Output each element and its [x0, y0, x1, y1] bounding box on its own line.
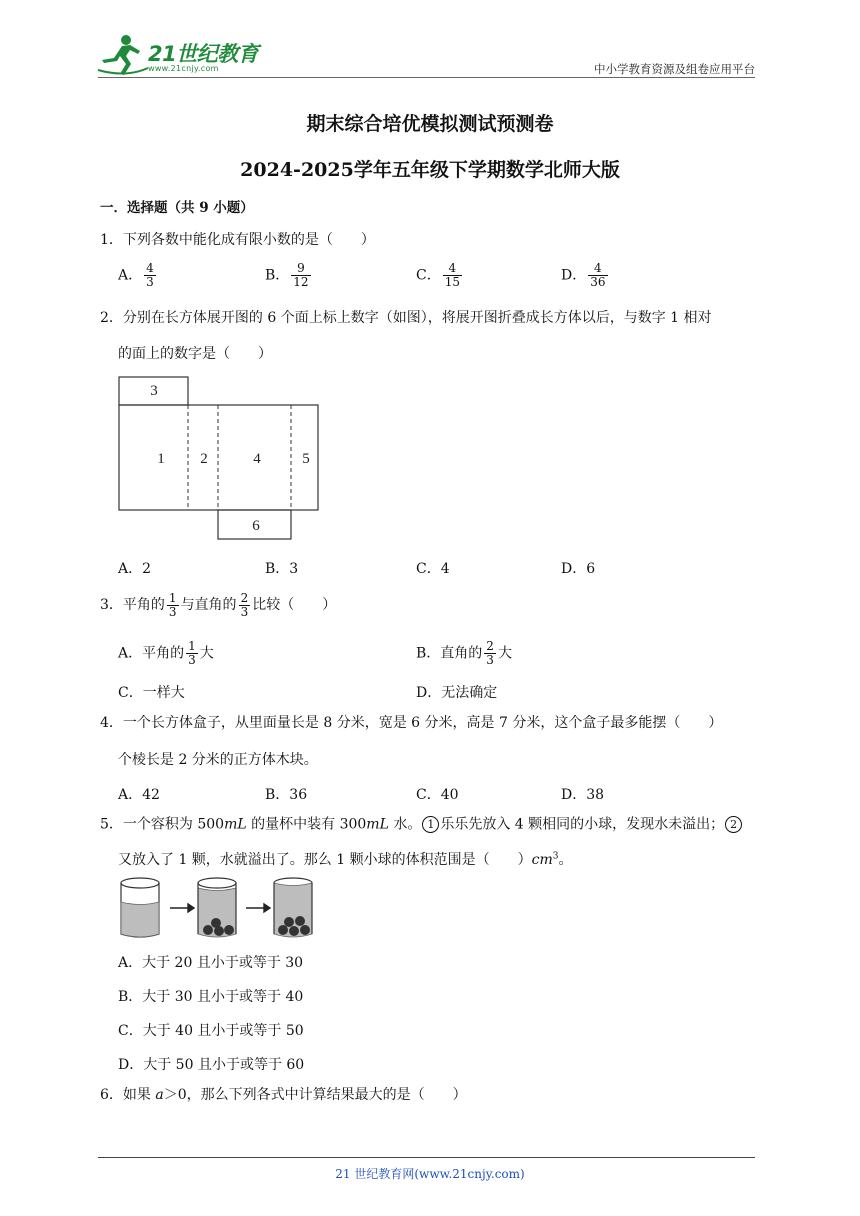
question-1-stem: 1．下列各数中能化成有限小数的是（ ）: [100, 232, 375, 248]
q5-option-d: D．大于 50 且小于或等于 60: [118, 1057, 305, 1073]
q4-option-c: C．40: [416, 787, 459, 803]
net-face-3: 3: [150, 383, 158, 399]
section-heading: 一．选择题（共 9 小题）: [100, 200, 254, 216]
q1-option-d: D． $\frac{4}{36}$: [561, 261, 606, 289]
header-platform-text: 中小学教育资源及组卷应用平台: [594, 62, 755, 76]
q1-option-a: A． $\frac{4}{3}$: [118, 261, 154, 289]
q2-option-a: A．2: [118, 561, 152, 577]
net-face-1: 1: [157, 451, 165, 467]
question-5-stem-line2: 又放入了 1 颗，水就溢出了。那么 1 颗小球的体积范围是（ ）$cm^3$。: [118, 851, 573, 868]
logo-url: www.21cnjy.com: [148, 64, 219, 73]
net-face-2: 2: [200, 451, 208, 467]
net-face-4: 4: [253, 451, 261, 467]
q2-option-d: D．6: [561, 561, 596, 577]
cup-water-only: [121, 878, 159, 937]
q1-option-b: B． $\frac{9}{12}$: [265, 261, 309, 289]
q4-option-b: B．36: [265, 787, 308, 803]
footer-text[interactable]: 21 世纪教育网(www.21cnjy.com): [335, 1167, 525, 1181]
cup-with-five-balls: [274, 878, 312, 937]
q4-option-d: D．38: [561, 787, 605, 803]
q2-option-c: C．4: [416, 561, 450, 577]
circled-number-2: 2: [725, 816, 742, 833]
question-5-stem-line1: 5．一个容积为 500mL 的量杯中装有 300mL 水。 1 乐乐先放入 4 颗相同的小球，发现水未溢出； 2: [100, 816, 743, 833]
question-2-stem-line1: 2．分别在长方体展开图的 6 个面上标上数字（如图），将展开图折叠成长方体以后，与数字 1 相对: [100, 310, 712, 326]
question-2-stem-line2: 的面上的数字是（ ）: [118, 346, 272, 362]
measuring-cups-figure: [116, 874, 322, 944]
circled-number-1: 1: [422, 816, 439, 833]
q5-option-a: A．大于 20 且小于或等于 30: [118, 955, 304, 971]
logo-text: 21世纪教育: [148, 42, 259, 66]
question-4-stem-line2: 个棱长是 2 分米的正方体木块。: [118, 752, 318, 768]
q3-option-d: D．无法确定: [416, 685, 498, 701]
q3-option-b: B．直角的 $\frac{2}{3}$ 大: [416, 639, 512, 667]
question-6-stem: 6．如果 a＞0，那么下列各式中计算结果最大的是（ ）: [100, 1087, 467, 1103]
question-3-stem: 3．平角的 $\frac{1}{3}$ 与直角的 $\frac{2}{3}$ 比较（ ）: [100, 590, 337, 619]
cuboid-net-figure: [116, 374, 322, 542]
q1-option-c: C． $\frac{4}{15}$: [416, 261, 460, 289]
q3-option-c: C．一样大: [118, 685, 185, 701]
net-face-5: 5: [302, 451, 310, 467]
cup-with-four-balls: [198, 878, 236, 937]
page-title: 期末综合培优模拟测试预测卷: [306, 113, 554, 135]
q2-option-b: B．3: [265, 561, 299, 577]
q3-option-a: A．平角的 $\frac{1}{3}$ 大: [118, 639, 214, 667]
net-face-6: 6: [252, 518, 260, 534]
q5-option-b: B．大于 30 且小于或等于 40: [118, 989, 304, 1005]
footer-divider: [98, 1157, 755, 1158]
q4-option-a: A．42: [118, 787, 160, 803]
q5-option-c: C．大于 40 且小于或等于 50: [118, 1023, 304, 1039]
header-divider: [98, 77, 755, 78]
page-subtitle: 2024-2025学年五年级下学期数学北师大版: [240, 159, 620, 181]
question-4-stem-line1: 4．一个长方体盒子，从里面量长是 8 分米，宽是 6 分米，高是 7 分米，这个盒子最多能摆（ ）: [100, 715, 723, 731]
